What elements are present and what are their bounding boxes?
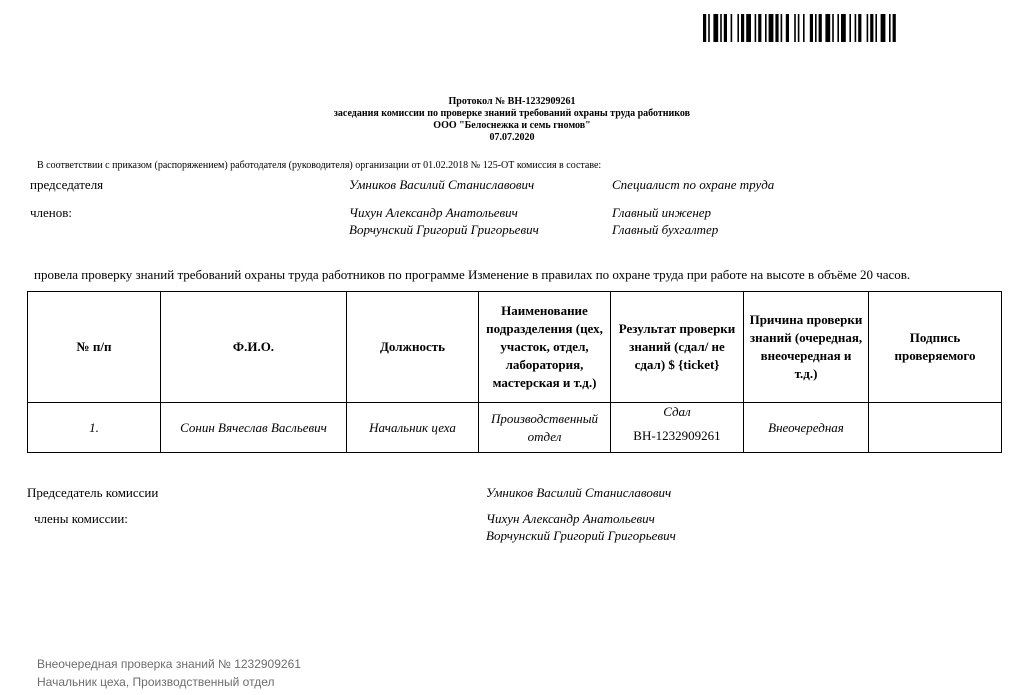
signature-members-label: члены комиссии: [34, 511, 128, 526]
cell-position: Начальник цеха [347, 403, 479, 453]
cell-fio: Сонин Вячеслав Васльевич [161, 403, 347, 453]
chair-name: Умников Василий Станиславович [349, 177, 535, 192]
cell-result [611, 403, 744, 453]
cell-signature [869, 403, 1002, 453]
header-reason: Причина проверки знаний (очередная, внеочередная и т.д.) [744, 292, 869, 403]
header-position: Должность [347, 292, 479, 403]
header-signature: Подпись проверяемого [869, 292, 1002, 403]
footer-line-2: Начальник цеха, Производственный отдел [37, 675, 275, 689]
results-table [27, 291, 1002, 453]
member-position: Главный бухгалтер [612, 222, 719, 237]
member-name: Ворчунский Григорий Григорьевич [349, 222, 539, 237]
cell-department: Производственный отдел [479, 403, 611, 453]
result-status: Сдал [663, 404, 691, 419]
signature-member-name: Ворчунский Григорий Григорьевич [486, 528, 676, 543]
protocol-date: 07.07.2020 [489, 132, 535, 143]
cell-reason: Внеочередная [744, 403, 869, 453]
barcode [703, 14, 987, 42]
header-result: Результат проверки знаний (сдал/ не сдал) $ {ticket} [611, 292, 744, 403]
header-number: № п/п [28, 292, 161, 403]
chair-position: Специалист по охране труда [612, 177, 775, 192]
cell-number: 1. [28, 403, 161, 453]
header-fio: Ф.И.О. [161, 292, 347, 403]
footer-line-1: Внеочередная проверка знаний № 1232909261 [37, 657, 301, 671]
table-header-row [28, 292, 1002, 403]
chair-label: председателя [30, 177, 104, 192]
table-row [28, 403, 1002, 453]
signature-member-name: Чихун Александр Анатольевич [486, 511, 655, 526]
intro-text: В соответствии с приказом (распоряжением) работодателя (руководителя) организации от 01.02.2018 № 125-ОТ комиссия в составе: [37, 160, 602, 171]
member-position: Главный инженер [612, 205, 712, 220]
certificate-number: ВН-1232909261 [633, 428, 721, 443]
header-department: Наименование подразделения (цех, участок, отдел, лаборатория, мастерская и т.д.) [479, 292, 611, 403]
protocol-title: Протокол № ВН-1232909261 [448, 96, 576, 107]
statement-text: провела проверку знаний требований охраны труда работников по программе Изменение в правилах по охране труда при работе на высоте в объёме 20 часов. [34, 267, 911, 282]
organization-name: ООО "Белоснежка и семь гномов" [433, 120, 591, 131]
signature-chair-name: Умников Василий Станиславович [486, 485, 672, 500]
signature-chair-label: Председатель комиссии [27, 485, 159, 500]
members-label: членов: [30, 205, 73, 220]
protocol-subtitle: заседания комиссии по проверке знаний требований охраны труда работников [333, 108, 691, 119]
member-name: Чихун Александр Анатольевич [349, 205, 518, 220]
